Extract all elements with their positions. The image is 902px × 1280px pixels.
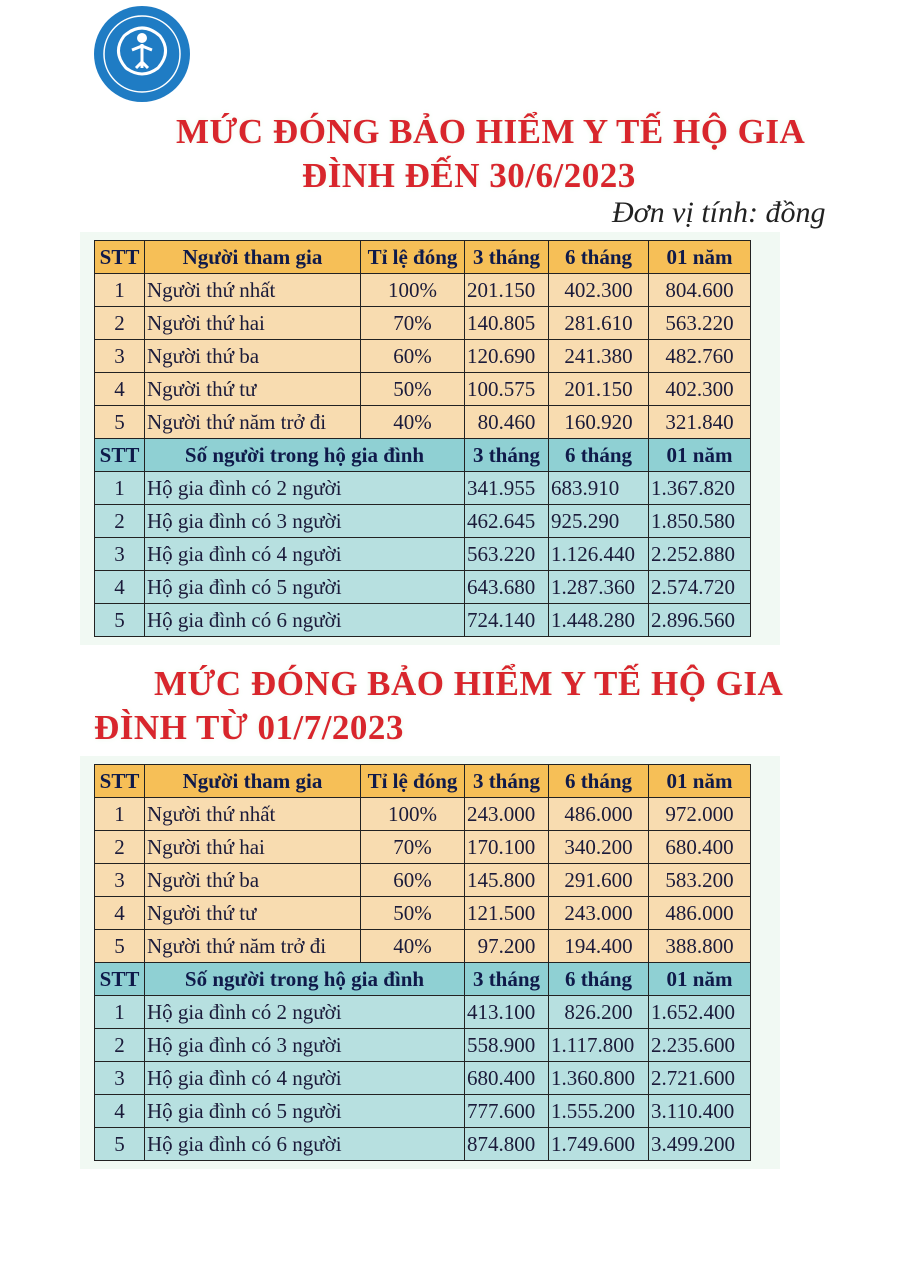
three-month-header: 3 tháng (465, 439, 549, 472)
table-row (95, 406, 751, 439)
table-row (95, 604, 751, 637)
table-row (95, 1095, 751, 1128)
six-month-cell: 925.290 (549, 505, 649, 538)
stt-header: STT (95, 765, 145, 798)
three-month-cell: 80.460 (465, 406, 549, 439)
stt-cell: 1 (95, 798, 145, 831)
rate-cell: 100% (361, 798, 465, 831)
six-month-header: 6 tháng (549, 241, 649, 274)
participant-cell: Người thứ hai (145, 831, 361, 864)
participant-header: Người tham gia (145, 765, 361, 798)
stt-cell: 1 (95, 472, 145, 505)
participant-cell: Người thứ nhất (145, 798, 361, 831)
table-row (95, 373, 751, 406)
six-month-cell: 201.150 (549, 373, 649, 406)
three-month-cell: 558.900 (465, 1029, 549, 1062)
rate-cell: 60% (361, 864, 465, 897)
rate-cell: 60% (361, 340, 465, 373)
stt-cell: 4 (95, 897, 145, 930)
one-year-cell: 1.652.400 (649, 996, 751, 1029)
one-year-header: 01 năm (649, 241, 751, 274)
one-year-cell: 321.840 (649, 406, 751, 439)
household-cell: Hộ gia đình có 4 người (145, 538, 465, 571)
table-row (95, 340, 751, 373)
six-month-header: 6 tháng (549, 963, 649, 996)
rate-cell: 40% (361, 406, 465, 439)
table-row (95, 897, 751, 930)
household-cell: Hộ gia đình có 3 người (145, 505, 465, 538)
person-header-row (95, 241, 751, 274)
section-2-title-line-1: MỨC ĐÓNG BẢO HIỂM Y TẾ HỘ GIA (154, 664, 784, 703)
three-month-cell: 777.600 (465, 1095, 549, 1128)
household-cell: Hộ gia đình có 6 người (145, 604, 465, 637)
one-year-cell: 2.235.600 (649, 1029, 751, 1062)
household-cell: Hộ gia đình có 4 người (145, 1062, 465, 1095)
one-year-cell: 804.600 (649, 274, 751, 307)
six-month-cell: 1.126.440 (549, 538, 649, 571)
unit-label: Đơn vị tính: đồng (612, 196, 826, 229)
stt-cell: 5 (95, 930, 145, 963)
six-month-cell: 826.200 (549, 996, 649, 1029)
table-row (95, 1128, 751, 1161)
stt-cell: 3 (95, 538, 145, 571)
table-row (95, 472, 751, 505)
three-month-cell: 643.680 (465, 571, 549, 604)
three-month-cell: 201.150 (465, 274, 549, 307)
six-month-cell: 281.610 (549, 307, 649, 340)
one-year-cell: 2.574.720 (649, 571, 751, 604)
six-month-cell: 340.200 (549, 831, 649, 864)
table-row (95, 1029, 751, 1062)
section-1-title-line-2: ĐÌNH ĐẾN 30/6/2023 (302, 156, 636, 195)
bhxh-logo (94, 6, 190, 102)
household-header-row (95, 439, 751, 472)
stt-cell: 1 (95, 274, 145, 307)
one-year-header: 01 năm (649, 439, 751, 472)
one-year-cell: 402.300 (649, 373, 751, 406)
six-month-cell: 1.448.280 (549, 604, 649, 637)
three-month-cell: 341.955 (465, 472, 549, 505)
section-2-table-sheet (80, 756, 780, 1169)
six-month-cell: 1.287.360 (549, 571, 649, 604)
three-month-cell: 243.000 (465, 798, 549, 831)
stt-cell: 3 (95, 864, 145, 897)
stt-cell: 4 (95, 373, 145, 406)
six-month-header: 6 tháng (549, 765, 649, 798)
participant-cell: Người thứ hai (145, 307, 361, 340)
six-month-cell: 683.910 (549, 472, 649, 505)
rate-cell: 40% (361, 930, 465, 963)
table-row (95, 930, 751, 963)
section-1-table-sheet (80, 232, 780, 645)
stt-cell: 3 (95, 340, 145, 373)
rate-cell: 50% (361, 373, 465, 406)
household-cell: Hộ gia đình có 2 người (145, 472, 465, 505)
household-size-header: Số người trong hộ gia đình (145, 963, 465, 996)
three-month-cell: 120.690 (465, 340, 549, 373)
three-month-cell: 97.200 (465, 930, 549, 963)
six-month-cell: 486.000 (549, 798, 649, 831)
table-row (95, 798, 751, 831)
rate-cell: 50% (361, 897, 465, 930)
participant-cell: Người thứ năm trở đi (145, 406, 361, 439)
three-month-cell: 462.645 (465, 505, 549, 538)
one-year-header: 01 năm (649, 765, 751, 798)
stt-cell: 4 (95, 1095, 145, 1128)
one-year-cell: 563.220 (649, 307, 751, 340)
section-1-table (94, 240, 751, 637)
three-month-cell: 121.500 (465, 897, 549, 930)
one-year-cell: 1.367.820 (649, 472, 751, 505)
table-row (95, 571, 751, 604)
table-row (95, 505, 751, 538)
stt-cell: 1 (95, 996, 145, 1029)
one-year-cell: 3.499.200 (649, 1128, 751, 1161)
participant-cell: Người thứ ba (145, 340, 361, 373)
household-cell: Hộ gia đình có 6 người (145, 1128, 465, 1161)
participant-cell: Người thứ tư (145, 897, 361, 930)
household-cell: Hộ gia đình có 5 người (145, 571, 465, 604)
three-month-header: 3 tháng (465, 963, 549, 996)
rate-cell: 70% (361, 831, 465, 864)
one-year-cell: 3.110.400 (649, 1095, 751, 1128)
three-month-cell: 100.575 (465, 373, 549, 406)
six-month-cell: 194.400 (549, 930, 649, 963)
stt-header: STT (95, 963, 145, 996)
section-1-title-line-1: MỨC ĐÓNG BẢO HIỂM Y TẾ HỘ GIA (176, 112, 806, 151)
table-row (95, 1062, 751, 1095)
rate-header: Tỉ lệ đóng (361, 241, 465, 274)
one-year-cell: 2.896.560 (649, 604, 751, 637)
six-month-header: 6 tháng (549, 439, 649, 472)
six-month-cell: 1.117.800 (549, 1029, 649, 1062)
three-month-cell: 563.220 (465, 538, 549, 571)
six-month-cell: 291.600 (549, 864, 649, 897)
household-cell: Hộ gia đình có 5 người (145, 1095, 465, 1128)
three-month-header: 3 tháng (465, 765, 549, 798)
section-2-table (94, 764, 751, 1161)
household-cell: Hộ gia đình có 3 người (145, 1029, 465, 1062)
section-2-title-line-2: ĐÌNH TỪ 01/7/2023 (94, 708, 404, 747)
stt-header: STT (95, 241, 145, 274)
six-month-cell: 1.360.800 (549, 1062, 649, 1095)
three-month-cell: 874.800 (465, 1128, 549, 1161)
participant-cell: Người thứ nhất (145, 274, 361, 307)
one-year-cell: 680.400 (649, 831, 751, 864)
stt-cell: 2 (95, 505, 145, 538)
stt-cell: 3 (95, 1062, 145, 1095)
table-row (95, 831, 751, 864)
person-header-row (95, 765, 751, 798)
stt-cell: 2 (95, 831, 145, 864)
household-header-row (95, 963, 751, 996)
one-year-cell: 1.850.580 (649, 505, 751, 538)
stt-cell: 4 (95, 571, 145, 604)
bhxh-emblem-icon (94, 6, 190, 102)
three-month-cell: 140.805 (465, 307, 549, 340)
six-month-cell: 1.749.600 (549, 1128, 649, 1161)
rate-cell: 70% (361, 307, 465, 340)
table-row (95, 307, 751, 340)
household-size-header: Số người trong hộ gia đình (145, 439, 465, 472)
stt-cell: 5 (95, 604, 145, 637)
one-year-cell: 972.000 (649, 798, 751, 831)
three-month-cell: 680.400 (465, 1062, 549, 1095)
six-month-cell: 1.555.200 (549, 1095, 649, 1128)
one-year-header: 01 năm (649, 963, 751, 996)
household-cell: Hộ gia đình có 2 người (145, 996, 465, 1029)
stt-cell: 5 (95, 406, 145, 439)
participant-cell: Người thứ ba (145, 864, 361, 897)
table-row (95, 864, 751, 897)
table-row (95, 538, 751, 571)
three-month-cell: 724.140 (465, 604, 549, 637)
stt-header: STT (95, 439, 145, 472)
one-year-cell: 2.721.600 (649, 1062, 751, 1095)
three-month-header: 3 tháng (465, 241, 549, 274)
six-month-cell: 402.300 (549, 274, 649, 307)
one-year-cell: 583.200 (649, 864, 751, 897)
one-year-cell: 482.760 (649, 340, 751, 373)
six-month-cell: 160.920 (549, 406, 649, 439)
six-month-cell: 241.380 (549, 340, 649, 373)
three-month-cell: 145.800 (465, 864, 549, 897)
one-year-cell: 2.252.880 (649, 538, 751, 571)
table-row (95, 996, 751, 1029)
participant-cell: Người thứ năm trở đi (145, 930, 361, 963)
stt-cell: 5 (95, 1128, 145, 1161)
six-month-cell: 243.000 (549, 897, 649, 930)
three-month-cell: 413.100 (465, 996, 549, 1029)
participant-header: Người tham gia (145, 241, 361, 274)
three-month-cell: 170.100 (465, 831, 549, 864)
stt-cell: 2 (95, 1029, 145, 1062)
rate-cell: 100% (361, 274, 465, 307)
one-year-cell: 388.800 (649, 930, 751, 963)
table-row (95, 274, 751, 307)
participant-cell: Người thứ tư (145, 373, 361, 406)
one-year-cell: 486.000 (649, 897, 751, 930)
stt-cell: 2 (95, 307, 145, 340)
rate-header: Tỉ lệ đóng (361, 765, 465, 798)
